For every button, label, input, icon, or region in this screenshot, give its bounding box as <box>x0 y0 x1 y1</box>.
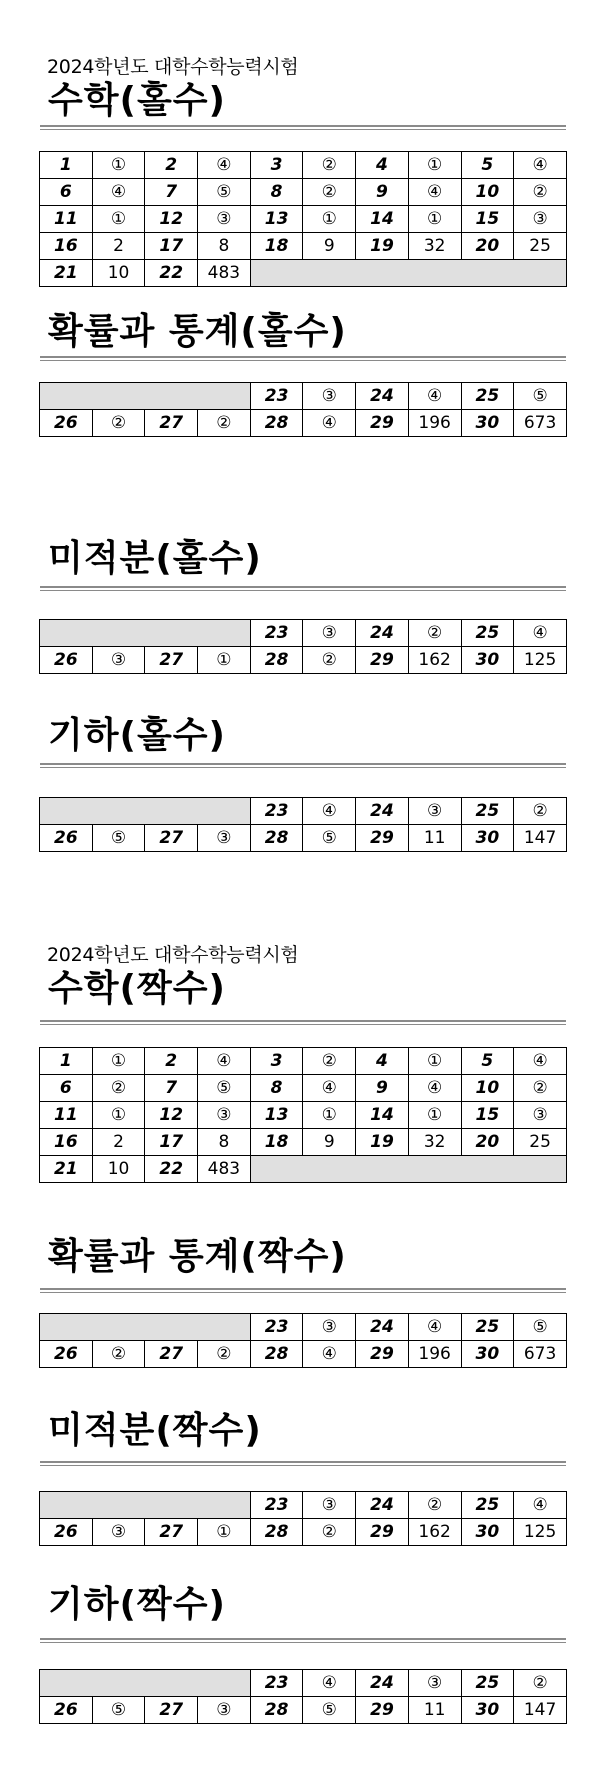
section-title: 미적분(짝수) <box>48 1410 262 1451</box>
answer-cell: ① <box>408 1048 461 1075</box>
answer-cell: 32 <box>408 1129 461 1156</box>
question-number: 28 <box>250 1697 303 1724</box>
answer-cell: ③ <box>408 1670 461 1697</box>
answer-cell: ④ <box>303 410 356 437</box>
title-divider <box>40 586 566 591</box>
table-row <box>40 798 567 825</box>
answer-table-elective <box>39 1491 567 1546</box>
question-number: 26 <box>40 410 93 437</box>
question-number: 15 <box>461 1102 514 1129</box>
answer-table-elective <box>39 382 567 437</box>
answer-cell: 10 <box>92 1156 145 1183</box>
empty-cell <box>250 1156 566 1183</box>
answer-cell: ⑤ <box>514 383 567 410</box>
answer-cell: ② <box>92 1075 145 1102</box>
table-row <box>40 1341 567 1368</box>
title-divider <box>40 356 566 361</box>
answer-cell: ② <box>514 798 567 825</box>
answer-cell: ④ <box>408 1314 461 1341</box>
question-number: 10 <box>461 179 514 206</box>
question-number: 28 <box>250 1519 303 1546</box>
answer-cell: 2 <box>92 233 145 260</box>
answer-cell: ② <box>303 152 356 179</box>
answer-cell: ② <box>303 1048 356 1075</box>
table-row <box>40 620 567 647</box>
answer-cell: ④ <box>303 1341 356 1368</box>
answer-table-common <box>39 151 567 287</box>
answer-cell: ③ <box>514 1102 567 1129</box>
question-number: 29 <box>356 1697 409 1724</box>
question-number: 30 <box>461 1341 514 1368</box>
question-number: 6 <box>40 179 93 206</box>
answer-table-elective <box>39 619 567 674</box>
question-number: 23 <box>250 620 303 647</box>
answer-cell: ② <box>198 410 251 437</box>
answer-cell: ④ <box>92 179 145 206</box>
answer-cell: ④ <box>303 1075 356 1102</box>
question-number: 14 <box>356 1102 409 1129</box>
title-divider <box>40 763 566 768</box>
answer-cell: ⑤ <box>92 1697 145 1724</box>
title-divider <box>40 1020 566 1025</box>
question-number: 27 <box>145 410 198 437</box>
question-number: 26 <box>40 1519 93 1546</box>
question-number: 13 <box>250 206 303 233</box>
question-number: 26 <box>40 647 93 674</box>
question-number: 23 <box>250 383 303 410</box>
question-number: 30 <box>461 1697 514 1724</box>
answer-cell: ① <box>92 152 145 179</box>
question-number: 5 <box>461 152 514 179</box>
question-number: 24 <box>356 1492 409 1519</box>
question-number: 15 <box>461 206 514 233</box>
answer-cell: ② <box>514 1075 567 1102</box>
question-number: 3 <box>250 1048 303 1075</box>
answer-cell: 673 <box>514 1341 567 1368</box>
answer-cell: ⑤ <box>198 179 251 206</box>
question-number: 29 <box>356 647 409 674</box>
table-row <box>40 1075 567 1102</box>
question-number: 2 <box>145 152 198 179</box>
section-title: 기하(홀수) <box>48 715 227 756</box>
section-title: 기하(짝수) <box>48 1584 227 1625</box>
answer-table-common <box>39 1047 567 1183</box>
question-number: 25 <box>461 1314 514 1341</box>
answer-cell: ③ <box>92 1519 145 1546</box>
question-number: 30 <box>461 825 514 852</box>
question-number: 24 <box>356 1314 409 1341</box>
answer-cell: ② <box>303 179 356 206</box>
title-divider <box>40 1288 566 1293</box>
table-row <box>40 179 567 206</box>
answer-table-elective <box>39 1669 567 1724</box>
question-number: 28 <box>250 647 303 674</box>
table-row <box>40 1492 567 1519</box>
answer-cell: 2 <box>92 1129 145 1156</box>
answer-cell: ① <box>92 1048 145 1075</box>
answer-cell: ④ <box>514 152 567 179</box>
answer-cell: ⑤ <box>198 1075 251 1102</box>
answer-cell: ① <box>303 206 356 233</box>
table-row <box>40 1519 567 1546</box>
question-number: 25 <box>461 383 514 410</box>
question-number: 28 <box>250 825 303 852</box>
answer-cell: ② <box>303 647 356 674</box>
question-number: 10 <box>461 1075 514 1102</box>
question-number: 3 <box>250 152 303 179</box>
answer-cell: ⑤ <box>303 1697 356 1724</box>
answer-cell: 147 <box>514 1697 567 1724</box>
question-number: 23 <box>250 1314 303 1341</box>
answer-cell: 483 <box>198 260 251 287</box>
answer-cell: ④ <box>408 179 461 206</box>
section-title: 확률과 통계(홀수) <box>48 311 347 352</box>
question-number: 29 <box>356 1519 409 1546</box>
question-number: 19 <box>356 233 409 260</box>
question-number: 21 <box>40 1156 93 1183</box>
question-number: 8 <box>250 1075 303 1102</box>
answer-cell: ④ <box>303 1670 356 1697</box>
answer-cell: 196 <box>408 410 461 437</box>
answer-cell: 8 <box>198 1129 251 1156</box>
question-number: 16 <box>40 1129 93 1156</box>
empty-cell <box>250 260 566 287</box>
table-row <box>40 383 567 410</box>
answer-cell: 147 <box>514 825 567 852</box>
table-row <box>40 1670 567 1697</box>
question-number: 23 <box>250 1492 303 1519</box>
answer-cell: ② <box>92 1341 145 1368</box>
answer-cell: ① <box>92 206 145 233</box>
answer-cell: ⑤ <box>92 825 145 852</box>
question-number: 30 <box>461 1519 514 1546</box>
question-number: 27 <box>145 1697 198 1724</box>
question-number: 30 <box>461 410 514 437</box>
question-number: 27 <box>145 1341 198 1368</box>
question-number: 22 <box>145 1156 198 1183</box>
answer-cell: ① <box>198 647 251 674</box>
question-number: 28 <box>250 1341 303 1368</box>
title-divider <box>40 1638 566 1643</box>
question-number: 17 <box>145 233 198 260</box>
table-row <box>40 1697 567 1724</box>
empty-cell <box>40 1492 251 1519</box>
answer-cell: ④ <box>514 1048 567 1075</box>
title-divider <box>40 1461 566 1466</box>
empty-cell <box>40 798 251 825</box>
table-row <box>40 206 567 233</box>
answer-cell: 125 <box>514 647 567 674</box>
answer-cell: 11 <box>408 1697 461 1724</box>
answer-cell: ② <box>408 1492 461 1519</box>
answer-cell: 10 <box>92 260 145 287</box>
question-number: 22 <box>145 260 198 287</box>
answer-table-elective <box>39 1313 567 1368</box>
table-row <box>40 1156 567 1183</box>
question-number: 24 <box>356 798 409 825</box>
answer-cell: 125 <box>514 1519 567 1546</box>
answer-cell: ③ <box>303 620 356 647</box>
answer-cell: 32 <box>408 233 461 260</box>
answer-cell: 162 <box>408 1519 461 1546</box>
question-number: 24 <box>356 620 409 647</box>
question-number: 14 <box>356 206 409 233</box>
answer-cell: ① <box>92 1102 145 1129</box>
question-number: 21 <box>40 260 93 287</box>
question-number: 12 <box>145 206 198 233</box>
answer-cell: ④ <box>198 1048 251 1075</box>
answer-cell: 9 <box>303 1129 356 1156</box>
question-number: 29 <box>356 1341 409 1368</box>
question-number: 7 <box>145 1075 198 1102</box>
question-number: 27 <box>145 647 198 674</box>
section-title: 수학(짝수) <box>48 968 227 1009</box>
table-row <box>40 1129 567 1156</box>
answer-cell: ③ <box>408 798 461 825</box>
empty-cell <box>40 1670 251 1697</box>
table-row <box>40 647 567 674</box>
answer-cell: 9 <box>303 233 356 260</box>
question-number: 20 <box>461 233 514 260</box>
answer-cell: ③ <box>198 825 251 852</box>
question-number: 4 <box>356 152 409 179</box>
answer-cell: ① <box>198 1519 251 1546</box>
answer-cell: ③ <box>303 1314 356 1341</box>
answer-cell: ① <box>408 152 461 179</box>
answer-cell: ③ <box>514 206 567 233</box>
question-number: 6 <box>40 1075 93 1102</box>
answer-cell: ③ <box>198 1697 251 1724</box>
answer-cell: ④ <box>408 383 461 410</box>
question-number: 13 <box>250 1102 303 1129</box>
answer-cell: ④ <box>514 1492 567 1519</box>
question-number: 25 <box>461 798 514 825</box>
question-number: 20 <box>461 1129 514 1156</box>
question-number: 16 <box>40 233 93 260</box>
exam-header: 2024학년도 대학수학능력시험 <box>47 56 299 78</box>
section-title: 확률과 통계(짝수) <box>48 1236 347 1277</box>
question-number: 1 <box>40 1048 93 1075</box>
answer-cell: ④ <box>408 1075 461 1102</box>
answer-cell: ③ <box>198 206 251 233</box>
question-number: 5 <box>461 1048 514 1075</box>
exam-header: 2024학년도 대학수학능력시험 <box>47 944 299 966</box>
table-row <box>40 233 567 260</box>
answer-cell: 483 <box>198 1156 251 1183</box>
answer-cell: ③ <box>303 383 356 410</box>
answer-cell: ② <box>198 1341 251 1368</box>
section-title: 수학(홀수) <box>48 80 227 121</box>
question-number: 24 <box>356 383 409 410</box>
question-number: 4 <box>356 1048 409 1075</box>
empty-cell <box>40 1314 251 1341</box>
question-number: 29 <box>356 825 409 852</box>
section-title: 미적분(홀수) <box>48 538 262 579</box>
answer-cell: 25 <box>514 1129 567 1156</box>
table-row <box>40 1314 567 1341</box>
title-divider <box>40 125 566 130</box>
answer-table-elective <box>39 797 567 852</box>
question-number: 19 <box>356 1129 409 1156</box>
question-number: 26 <box>40 1341 93 1368</box>
question-number: 17 <box>145 1129 198 1156</box>
answer-cell: ③ <box>198 1102 251 1129</box>
question-number: 23 <box>250 1670 303 1697</box>
answer-cell: ① <box>408 1102 461 1129</box>
question-number: 26 <box>40 825 93 852</box>
empty-cell <box>40 383 251 410</box>
question-number: 8 <box>250 179 303 206</box>
answer-cell: ④ <box>303 798 356 825</box>
question-number: 23 <box>250 798 303 825</box>
table-row <box>40 410 567 437</box>
question-number: 12 <box>145 1102 198 1129</box>
question-number: 1 <box>40 152 93 179</box>
question-number: 30 <box>461 647 514 674</box>
question-number: 25 <box>461 620 514 647</box>
answer-cell: ⑤ <box>303 825 356 852</box>
answer-cell: ④ <box>514 620 567 647</box>
answer-cell: 196 <box>408 1341 461 1368</box>
answer-cell: ② <box>303 1519 356 1546</box>
table-row <box>40 1102 567 1129</box>
question-number: 2 <box>145 1048 198 1075</box>
answer-cell: 673 <box>514 410 567 437</box>
answer-cell: ③ <box>92 647 145 674</box>
question-number: 11 <box>40 206 93 233</box>
table-row <box>40 260 567 287</box>
answer-cell: 162 <box>408 647 461 674</box>
answer-cell: ② <box>408 620 461 647</box>
answer-cell: ② <box>514 1670 567 1697</box>
question-number: 11 <box>40 1102 93 1129</box>
question-number: 26 <box>40 1697 93 1724</box>
answer-cell: 8 <box>198 233 251 260</box>
question-number: 9 <box>356 1075 409 1102</box>
answer-cell: ① <box>408 206 461 233</box>
question-number: 25 <box>461 1670 514 1697</box>
answer-cell: ① <box>303 1102 356 1129</box>
answer-cell: 11 <box>408 825 461 852</box>
question-number: 27 <box>145 825 198 852</box>
question-number: 24 <box>356 1670 409 1697</box>
question-number: 18 <box>250 1129 303 1156</box>
answer-cell: ② <box>514 179 567 206</box>
question-number: 29 <box>356 410 409 437</box>
answer-cell: 25 <box>514 233 567 260</box>
table-row <box>40 152 567 179</box>
answer-cell: ② <box>92 410 145 437</box>
answer-cell: ⑤ <box>514 1314 567 1341</box>
question-number: 27 <box>145 1519 198 1546</box>
answer-cell: ④ <box>198 152 251 179</box>
question-number: 28 <box>250 410 303 437</box>
question-number: 18 <box>250 233 303 260</box>
question-number: 9 <box>356 179 409 206</box>
empty-cell <box>40 620 251 647</box>
question-number: 7 <box>145 179 198 206</box>
table-row <box>40 1048 567 1075</box>
answer-cell: ③ <box>303 1492 356 1519</box>
table-row <box>40 825 567 852</box>
question-number: 25 <box>461 1492 514 1519</box>
